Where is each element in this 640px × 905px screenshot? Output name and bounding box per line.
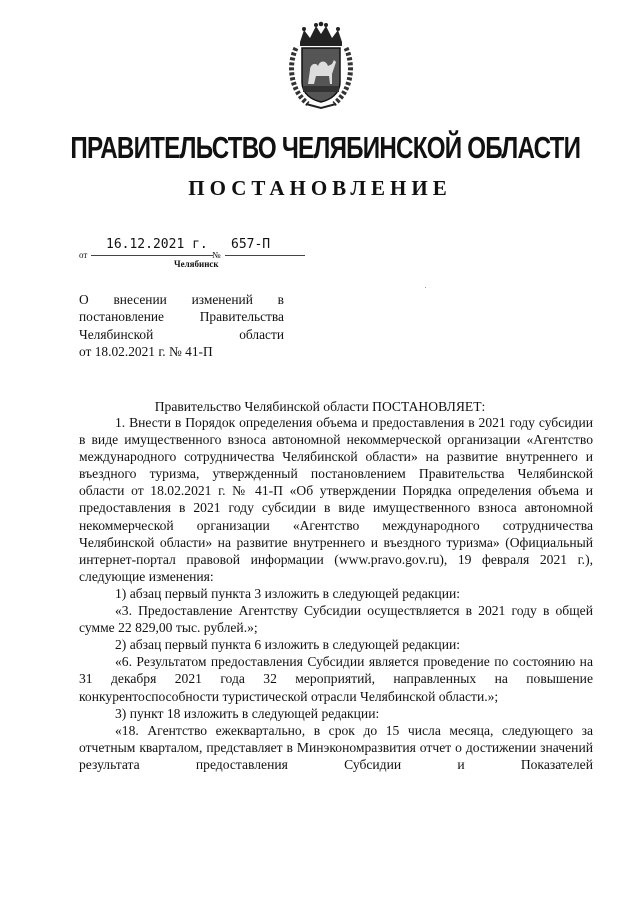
document-body (79, 414, 593, 773)
document-subject (79, 291, 284, 361)
body-paragraph: «6. Результатом предоставления Субсидии является проведение по состоянию на 31 декабря 2021 года 32 мероприятий, направленных на повышение конкурентоспособности туристической отрасли Челябинской области.»; (79, 654, 593, 704)
city-name: Челябинск (174, 259, 219, 269)
subject-line: от 18.02.2021 г. № 41-П (79, 344, 213, 360)
body-paragraph: 2) абзац первый пункта 6 изложить в следующей редакции: (115, 637, 461, 653)
body-paragraph: 1. Внести в Порядок определения объема и предоставления в 2021 году субсидии в виде имущественного взноса автономной некоммерческой организации «Агентство международного сотрудничества Челябинской области» на развитие внутреннего и въездного туризма, утвержденный постановлением Правительства Челябинской области от 18.02.2021 г. № 41-П «Об утверждении Порядка определения объема и предоставления в 2021 году субсидии в виде имущественного взноса автономной некоммерческой организации «Агентство международного сотрудничества Челябинской области» на развитие внутреннего и въездного туризма» (Официальный интернет-портал правовой информации (www.pravo.gov.ru), 19 февраля 2021 г.), следующие изменения: (79, 415, 593, 584)
date-label: от (79, 250, 88, 260)
resolution-intro: Правительство Челябинской области ПОСТАНОВЛЯЕТ: (154, 399, 486, 414)
body-paragraph: 3) пункт 18 изложить в следующей редакции: (115, 705, 380, 721)
coat-of-arms-icon (286, 20, 356, 110)
subject-line: Челябинской области (79, 326, 284, 342)
number-value: 657-П (231, 237, 271, 252)
body-paragraph: «18. Агентство ежеквартально, в срок до 15 числа месяца, следующего за отчетным кварталом, представляет в Минэкономразвития отчет о достижении значений результата предоставления Субсидии и Показателей (79, 722, 593, 772)
scan-speck (425, 287, 426, 288)
document-type: ПОСТАНОВЛЕНИЕ (188, 176, 452, 200)
subject-line: постановление Правительства (79, 309, 284, 325)
date-value: 16.12.2021 г. (106, 237, 208, 252)
subject-line: О внесении изменений в (79, 292, 284, 307)
document-meta (79, 235, 309, 275)
number-label: № (212, 250, 221, 260)
body-paragraph: «3. Предоставление Агентству Субсидии осуществляется в 2021 году в общей сумме 22 829,00 тыс. рублей.»; (79, 603, 593, 636)
body-paragraph: 1) абзац первый пункта 3 изложить в следующей редакции: (115, 585, 461, 601)
date-underline (91, 255, 213, 256)
government-title: ПРАВИТЕЛЬСТВО ЧЕЛЯБИНСКОЙ ОБЛАСТИ (70, 130, 581, 165)
number-underline (225, 255, 305, 256)
